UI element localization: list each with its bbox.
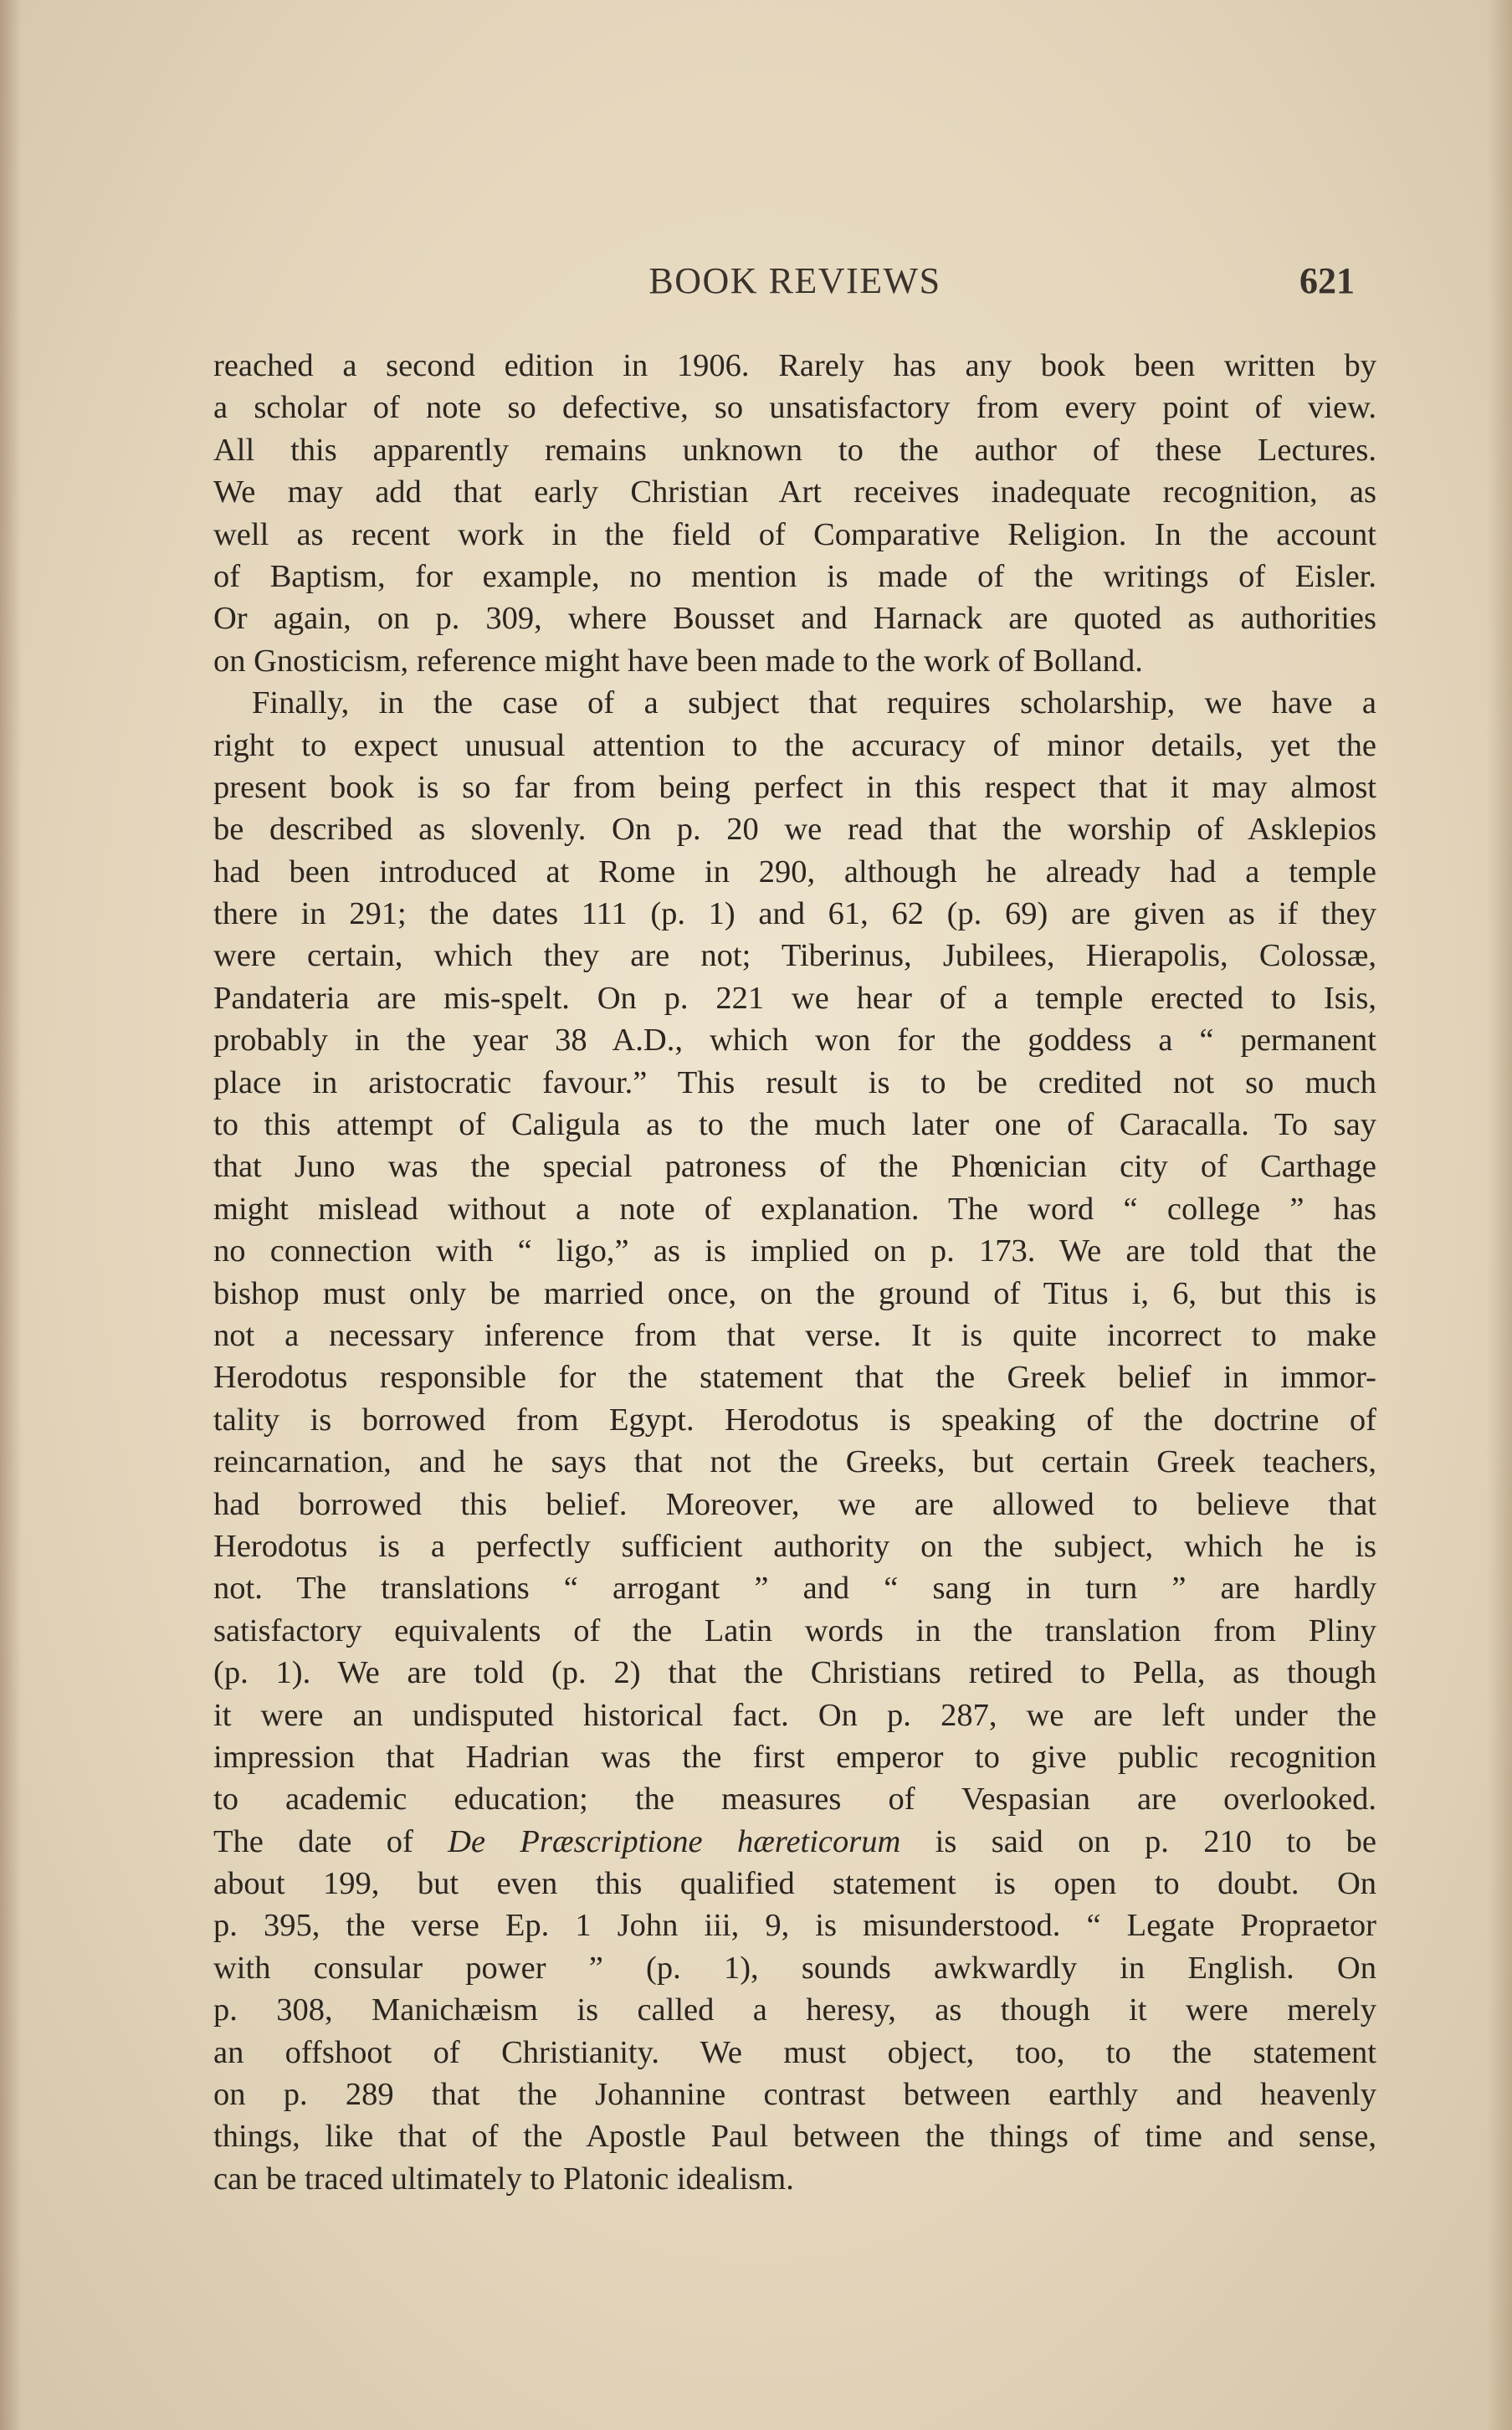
text-line: (p. 1). We are told (p. 2) that the Christians retired to Pella, as though bbox=[213, 1655, 1376, 1691]
text-line: had been introduced at Rome in 290, although he already had a temple bbox=[213, 854, 1376, 889]
italic-work-title: De Præscriptione hæreticorum bbox=[448, 1823, 901, 1859]
text-line: Herodotus responsible for the statement that the Greek belief in immor- bbox=[213, 1360, 1376, 1396]
text-line: were certain, which they are not; Tiberinus, Jubilees, Hierapolis, Colossæ, bbox=[213, 938, 1376, 974]
text-line: satisfactory equivalents of the Latin words in the translation from Pliny bbox=[213, 1612, 1376, 1648]
page-edge-shadow-left bbox=[0, 0, 22, 2430]
text-line: p. 395, the verse Ep. 1 John iii, 9, is misunderstood. “ Legate Propraetor bbox=[213, 1908, 1376, 1944]
text-line: an offshoot of Christianity. We must object, too, to the statement bbox=[213, 2034, 1376, 2070]
page-number: 621 bbox=[1299, 260, 1355, 301]
text-line: We may add that early Christian Art receives inadequate recognition, as bbox=[213, 474, 1376, 510]
running-title: BOOK REVIEWS bbox=[648, 260, 941, 301]
text-line: on Gnosticism, reference might have been made to the work of Bolland. bbox=[213, 643, 1143, 679]
text-line: Finally, in the case of a subject that requires scholarship, we have a bbox=[252, 685, 1376, 721]
text-line: to academic education; the measures of Vespasian are overlooked. bbox=[213, 1781, 1376, 1817]
text-line: no connection with “ ligo,” as is implied on p. 173. We are told that the bbox=[213, 1233, 1376, 1269]
text-line: had borrowed this belief. Moreover, we are allowed to believe that bbox=[213, 1486, 1376, 1522]
text-line: can be traced ultimately to Platonic idealism. bbox=[213, 2161, 794, 2197]
text-line: that Juno was the special patroness of the Phœnician city of Carthage bbox=[213, 1149, 1376, 1185]
text-line: be described as slovenly. On p. 20 we read that the worship of Asklepios bbox=[213, 812, 1376, 848]
review-body-text bbox=[213, 345, 1376, 2200]
text-line: on p. 289 that the Johannine contrast between earthly and heavenly bbox=[213, 2077, 1376, 2113]
text-line: probably in the year 38 A.D., which won for the goddess a “ permanent bbox=[213, 1023, 1376, 1059]
text-line: a scholar of note so defective, so unsatisfactory from every point of view. bbox=[213, 390, 1376, 426]
text-line: Or again, on p. 309, where Bousset and Harnack are quoted as authorities bbox=[213, 601, 1376, 637]
text-line: there in 291; the dates 111 (p. 1) and 61, 62 (p. 69) are given as if they bbox=[213, 896, 1376, 932]
text-line: about 199, but even this qualified statement is open to doubt. On bbox=[213, 1866, 1376, 1902]
text-line: it were an undisputed historical fact. On p. 287, we are left under the bbox=[213, 1697, 1376, 1733]
text-line: to this attempt of Caligula as to the much later one of Caracalla. To say bbox=[213, 1107, 1376, 1143]
text-line: Herodotus is a perfectly sufficient authority on the subject, which he is bbox=[213, 1528, 1376, 1564]
page-edge-shadow-right bbox=[1487, 0, 1512, 2430]
text-line: with consular power ” (p. 1), sounds awkwardly in English. On bbox=[213, 1950, 1376, 1986]
text-line: of Baptism, for example, no mention is made of the writings of Eisler. bbox=[213, 558, 1376, 594]
text-line: things, like that of the Apostle Paul between the things of time and sense, bbox=[213, 2119, 1376, 2155]
text-line: not. The translations “ arrogant ” and “ sang in turn ” are hardly bbox=[213, 1571, 1376, 1607]
text-line: bishop must only be married once, on the ground of Titus i, 6, but this is bbox=[213, 1275, 1376, 1311]
text-line: reached a second edition in 1906. Rarely has any book been written by bbox=[213, 348, 1376, 383]
text-line: Pandateria are mis-spelt. On p. 221 we hear of a temple erected to Isis, bbox=[213, 980, 1376, 1016]
text-line: right to expect unusual attention to the accuracy of minor details, yet the bbox=[213, 727, 1376, 763]
text-line: impression that Hadrian was the first emperor to give public recognition bbox=[213, 1739, 1376, 1775]
text-line: place in aristocratic favour.” This result is to be credited not so much bbox=[213, 1064, 1376, 1100]
text-line: p. 308, Manichæism is called a heresy, as though it were merely bbox=[213, 1992, 1376, 2028]
text-line: tality is borrowed from Egypt. Herodotus is speaking of the doctrine of bbox=[213, 1402, 1376, 1438]
running-head bbox=[213, 259, 1376, 310]
text-line: not a necessary inference from that verse. It is quite incorrect to make bbox=[213, 1317, 1376, 1353]
text-line: well as recent work in the field of Comparative Religion. In the account bbox=[213, 516, 1376, 552]
text-line: might mislead without a note of explanation. The word “ college ” has bbox=[213, 1191, 1376, 1227]
text-line: The date of De Præscriptione hæreticorum is said on p. 210 to be bbox=[213, 1823, 1376, 1859]
text-line: All this apparently remains unknown to the author of these Lectures. bbox=[213, 432, 1376, 468]
text-line: present book is so far from being perfect in this respect that it may almost bbox=[213, 769, 1376, 805]
text-line: reincarnation, and he says that not the Greeks, but certain Greek teachers, bbox=[213, 1444, 1376, 1480]
